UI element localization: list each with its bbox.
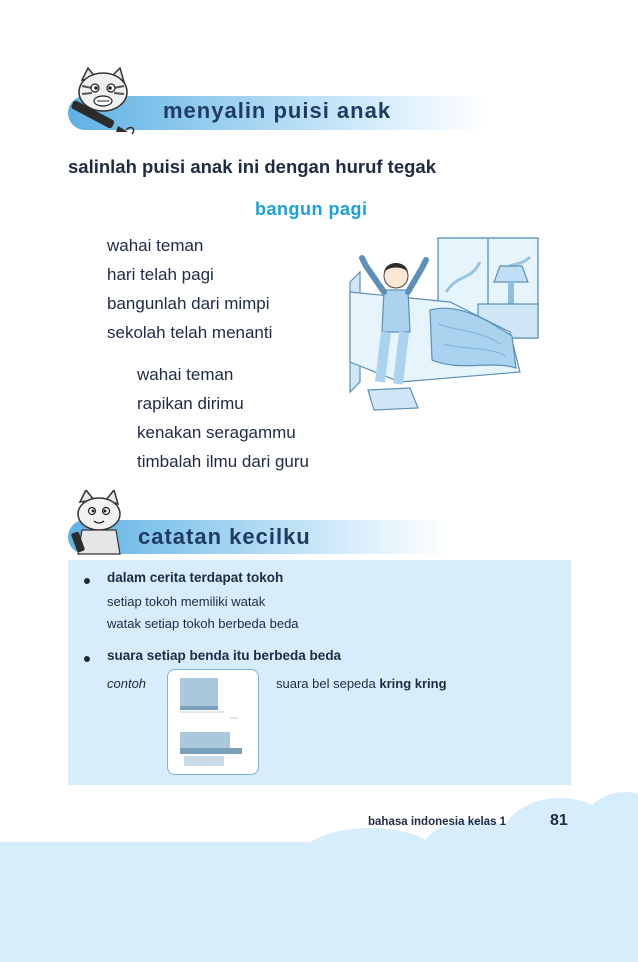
poem-title: bangun pagi bbox=[255, 199, 368, 219]
poem-line: hari telah pagi bbox=[107, 265, 214, 284]
page-number: 81 bbox=[550, 812, 568, 829]
example-thumbnail bbox=[167, 669, 259, 775]
section-title-menyalin: menyalin puisi anak bbox=[163, 98, 392, 123]
bullet bbox=[84, 578, 90, 584]
poem-line: kenakan seragammu bbox=[137, 423, 296, 442]
poem-line: rapikan dirimu bbox=[137, 394, 244, 413]
note-line: setiap tokoh memiliki watak bbox=[107, 594, 266, 609]
example-text: suara bel sepeda kring kring bbox=[276, 676, 447, 691]
note-line: watak setiap tokoh berbeda beda bbox=[107, 616, 299, 631]
instruction-text: salinlah puisi anak ini dengan huruf tegak bbox=[68, 156, 437, 177]
poem-line: bangunlah dari mimpi bbox=[107, 294, 270, 313]
note-heading: dalam cerita terdapat tokoh bbox=[107, 570, 284, 585]
note-heading: suara setiap benda itu berbeda beda bbox=[107, 648, 342, 663]
footer-clouds bbox=[0, 790, 638, 897]
bullet bbox=[84, 656, 90, 662]
bedroom-illustration bbox=[340, 232, 540, 414]
poem-line: sekolah telah menanti bbox=[107, 323, 273, 342]
cat-with-pencil-icon bbox=[66, 66, 142, 136]
poem-line: wahai teman bbox=[137, 365, 234, 384]
poem-line: timbalah ilmu dari guru bbox=[137, 452, 309, 471]
book-title: bahasa indonesia kelas 1 bbox=[368, 816, 507, 828]
section-title-catatan: catatan kecilku bbox=[138, 524, 311, 549]
example-label: contoh bbox=[107, 676, 147, 691]
cat-reading-icon bbox=[66, 490, 132, 556]
poem-line: wahai teman bbox=[107, 236, 204, 255]
